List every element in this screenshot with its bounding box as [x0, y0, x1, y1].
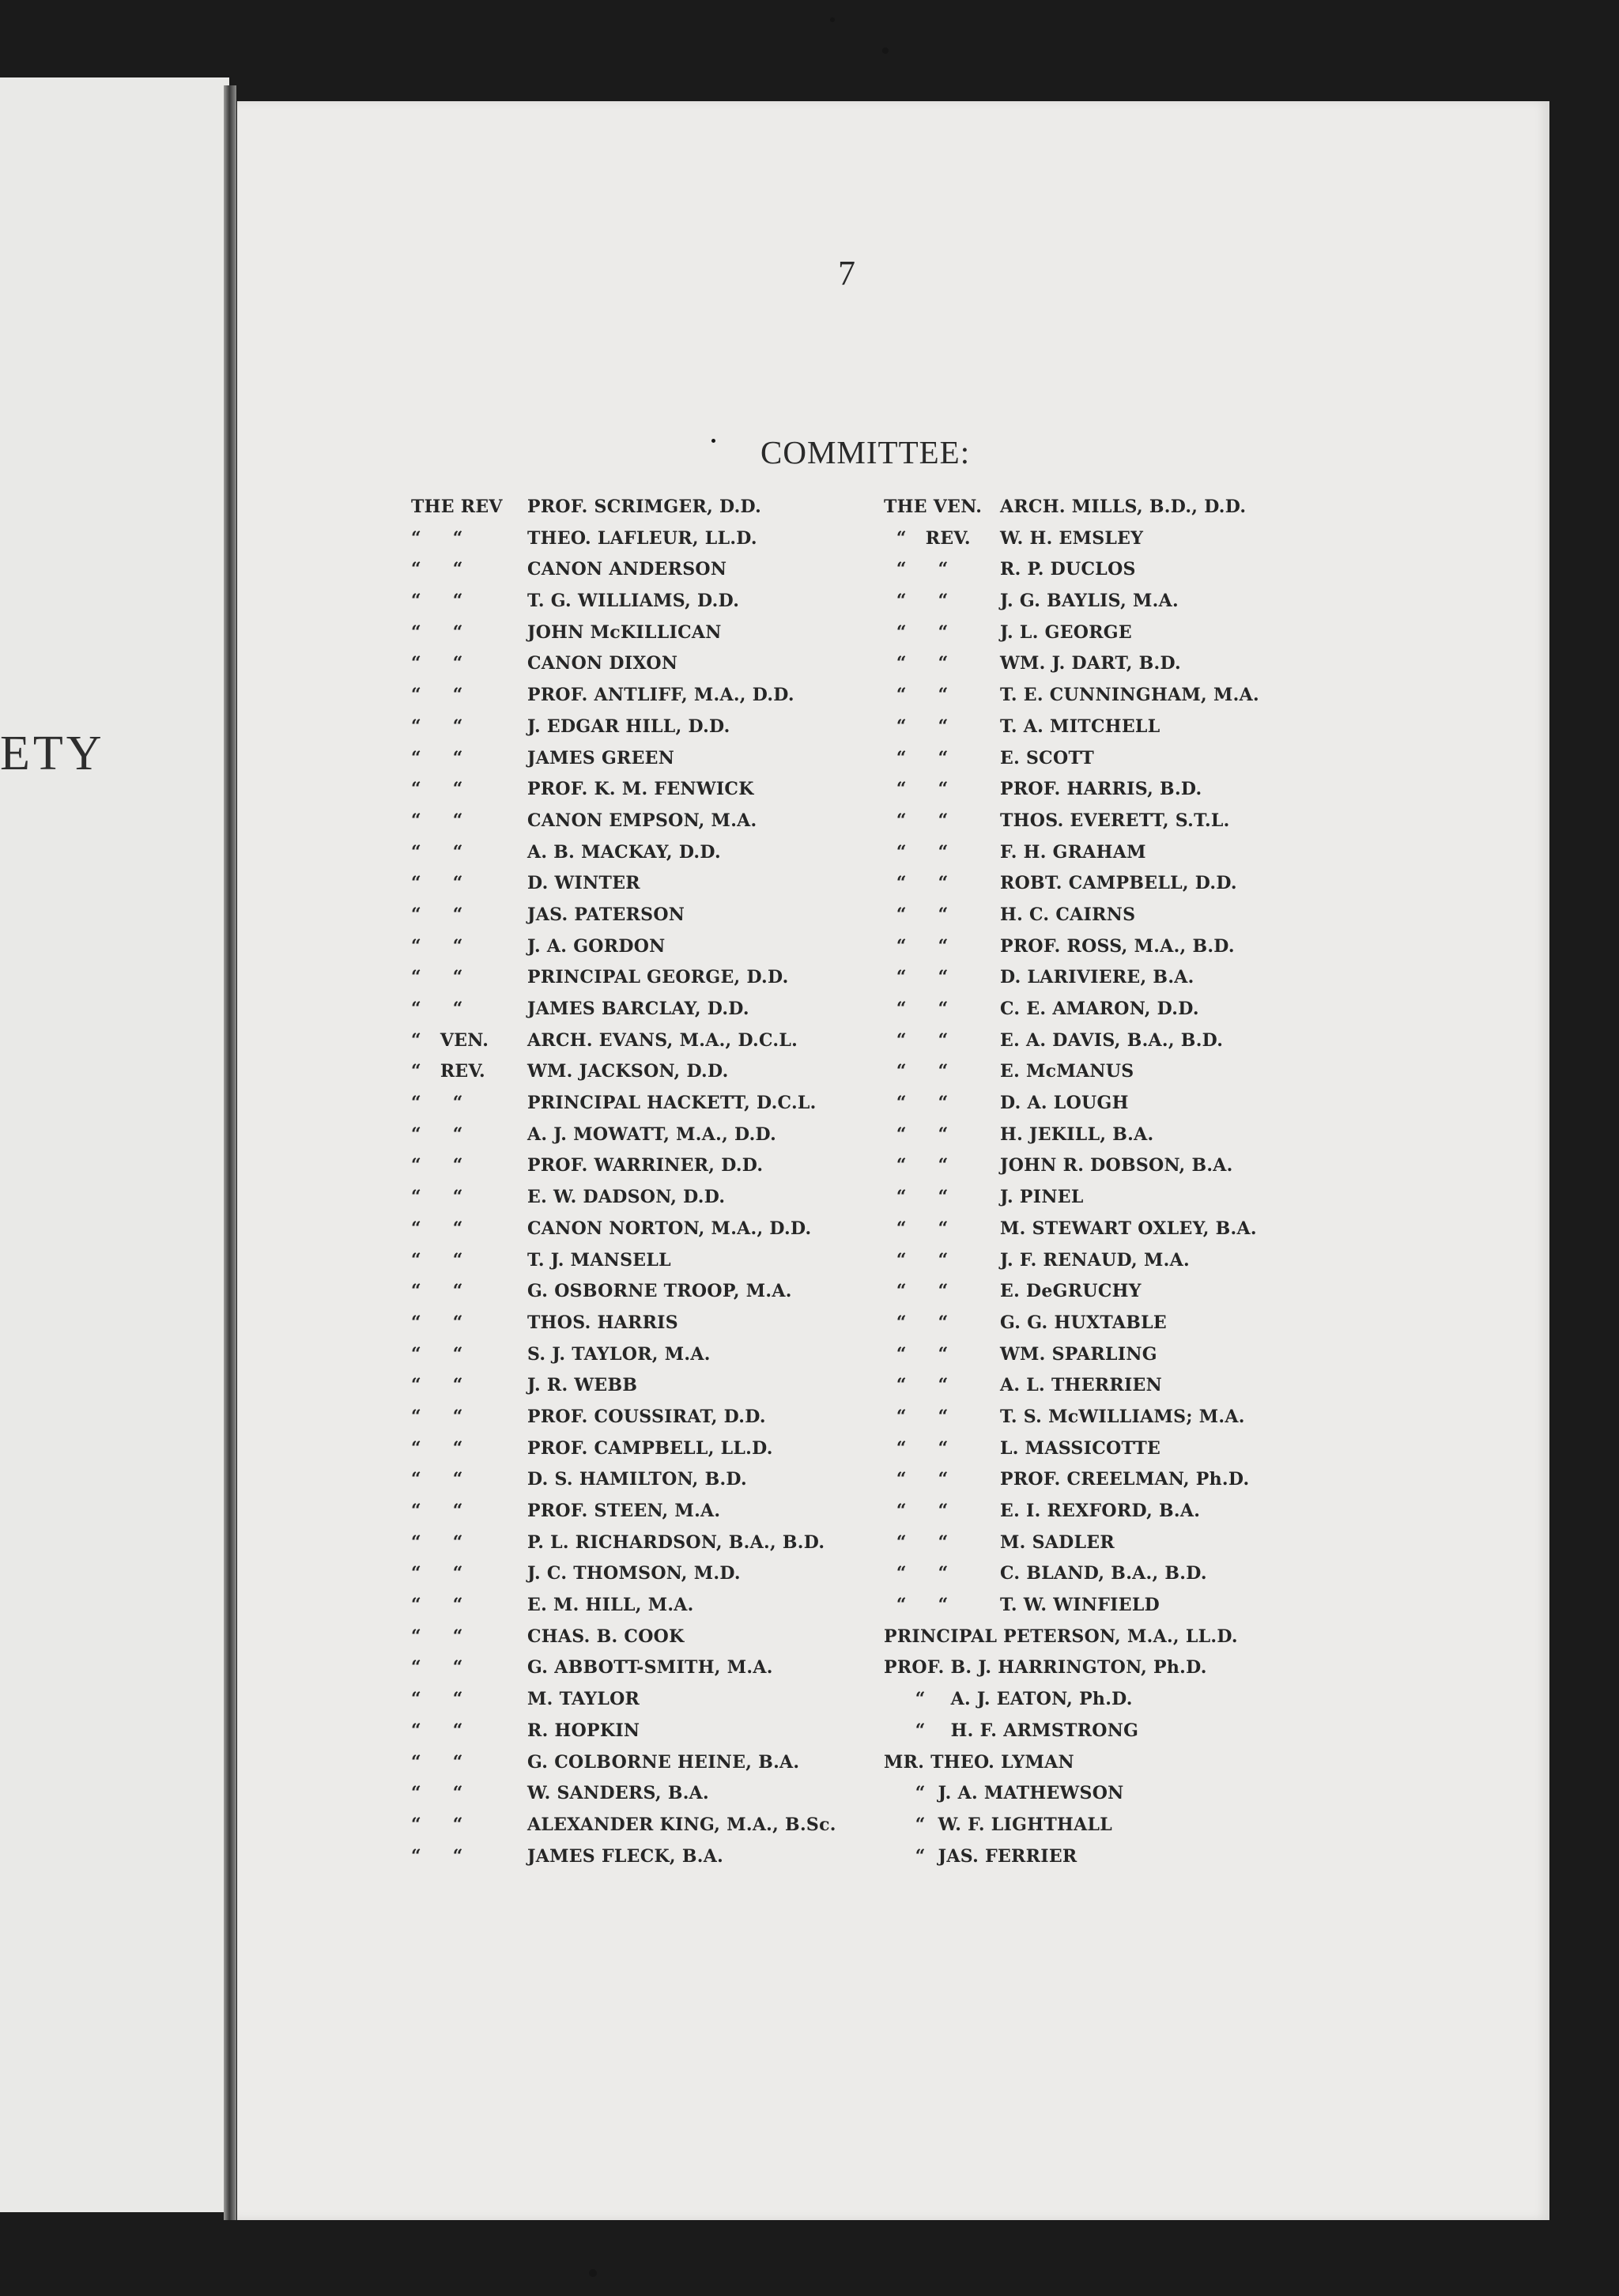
committee-member-row: [884, 1214, 1259, 1245]
member-name: ALEXANDER KING, M.A., B.Sc.: [527, 1814, 836, 1835]
member-title-prefix: “ “: [884, 559, 949, 580]
committee-member-row: [411, 1120, 836, 1151]
member-name: PROF. CREELMAN, Ph.D.: [1000, 1469, 1250, 1490]
member-title-prefix: “ “: [411, 999, 463, 1019]
committee-member-row: [884, 1056, 1259, 1088]
member-name: PROF. B. J. HARRINGTON, Ph.D.: [884, 1657, 1207, 1679]
member-name: PROF. SCRIMGER, D.D.: [527, 497, 762, 517]
member-title-prefix: “ VEN.: [411, 1029, 489, 1051]
committee-member-row: [411, 1590, 836, 1622]
committee-member-row: [411, 1088, 836, 1120]
member-name: T. S. McWILLIAMS; M.A.: [1000, 1406, 1245, 1427]
member-title-prefix: “ “: [884, 1093, 949, 1114]
committee-member-row: [411, 806, 836, 837]
member-title-prefix: THE VEN.: [884, 497, 983, 517]
committee-member-row: [411, 1214, 836, 1245]
member-name: CHAS. B. COOK: [527, 1626, 685, 1647]
committee-member-row: [411, 1182, 836, 1214]
member-title-prefix: “ “: [411, 621, 463, 643]
scan-speck: [589, 2269, 597, 2277]
member-name: “ A. J. EATON, Ph.D.: [884, 1689, 1133, 1710]
member-name: WM. JACKSON, D.D.: [527, 1061, 729, 1082]
member-title-prefix: “ “: [411, 935, 463, 957]
member-title-prefix: “ “: [411, 1657, 463, 1679]
member-name: CANON NORTON, M.A., D.D.: [527, 1218, 812, 1239]
member-title-prefix: “ “: [411, 1783, 463, 1804]
scan-speck: [882, 47, 889, 54]
member-name: J. PINEL: [1000, 1187, 1084, 1208]
committee-member-row: [411, 648, 836, 680]
committee-member-row: [884, 962, 1259, 994]
member-title-prefix: “ “: [884, 1029, 949, 1051]
member-name: E. SCOTT: [1000, 747, 1095, 768]
committee-member-row: [411, 1464, 836, 1496]
member-title-prefix: “ “: [884, 810, 949, 831]
member-title-prefix: “ “: [884, 621, 949, 643]
committee-member-row: [884, 868, 1259, 900]
committee-member-row: [411, 1841, 836, 1873]
member-title-prefix: “ “: [411, 904, 463, 925]
member-title-prefix: “ “: [411, 527, 463, 549]
committee-member-row: [884, 680, 1259, 712]
committee-member-row: [411, 1496, 836, 1528]
member-title-prefix: “ “: [884, 1343, 949, 1365]
member-title-prefix: “ “: [411, 685, 463, 706]
committee-member-row: [411, 994, 836, 1025]
member-name: PRINCIPAL GEORGE, D.D.: [527, 967, 789, 988]
committee-member-row: [411, 1528, 836, 1559]
committee-member-row: [884, 900, 1259, 931]
member-name: J. G. BAYLIS, M.A.: [1000, 591, 1179, 612]
member-name: E. W. DADSON, D.D.: [527, 1187, 726, 1208]
member-name: THEO. LAFLEUR, LL.D.: [527, 527, 757, 549]
member-title-prefix: “ “: [411, 1751, 463, 1773]
member-title-prefix: “ “: [884, 1187, 949, 1208]
committee-member-row: [411, 586, 836, 617]
member-title-prefix: “ “: [411, 1312, 463, 1333]
member-name: “ J. A. MATHEWSON: [884, 1783, 1124, 1804]
member-title-prefix: “ “: [884, 1437, 949, 1459]
member-name: A. B. MACKAY, D.D.: [527, 841, 721, 863]
member-title-prefix: “ “: [411, 1689, 463, 1710]
member-name: PROF. K. M. FENWICK: [527, 779, 754, 800]
committee-list-right: [884, 492, 1259, 1872]
member-name: S. J. TAYLOR, M.A.: [527, 1343, 711, 1365]
member-name: D. A. LOUGH: [1000, 1093, 1129, 1114]
member-name: G. ABBOTT-SMITH, M.A.: [527, 1657, 773, 1679]
member-name: T. J. MANSELL: [527, 1249, 671, 1271]
member-name: THOS. EVERETT, S.T.L.: [1000, 810, 1230, 831]
committee-member-row: [884, 1339, 1259, 1371]
member-title-prefix: “ “: [411, 1720, 463, 1741]
member-name: H. JEKILL, B.A.: [1000, 1123, 1154, 1145]
committee-member-row: [884, 1088, 1259, 1120]
member-name: A. L. THERRIEN: [1000, 1375, 1163, 1396]
member-name: CANON ANDERSON: [527, 559, 727, 580]
member-title-prefix: “ “: [411, 967, 463, 988]
committee-member-row: [411, 1747, 836, 1779]
member-title-prefix: “ “: [411, 1595, 463, 1616]
member-name: PRINCIPAL PETERSON, M.A., LL.D.: [884, 1626, 1238, 1647]
member-title-prefix: “ “: [411, 810, 463, 831]
committee-member-row: [884, 1528, 1259, 1559]
member-title-prefix: “ “: [884, 999, 949, 1019]
member-title-prefix: “ “: [884, 779, 949, 800]
book-gutter: [224, 85, 236, 2220]
member-name: “ JAS. FERRIER: [884, 1845, 1077, 1867]
committee-member-row: [411, 1433, 836, 1465]
committee-member-row: [884, 1841, 1259, 1873]
member-name: J. EDGAR HILL, D.D.: [527, 716, 730, 737]
page-number: 7: [838, 254, 855, 293]
committee-member-row: [884, 648, 1259, 680]
committee-member-row: [884, 1810, 1259, 1841]
committee-member-row: [884, 806, 1259, 837]
member-title-prefix: “ “: [884, 716, 949, 737]
member-title-prefix: “ “: [884, 1595, 949, 1616]
committee-member-row: [884, 837, 1259, 869]
member-title-prefix: “ “: [884, 1501, 949, 1521]
member-title-prefix: “ “: [411, 1218, 463, 1239]
committee-member-row: [411, 1778, 836, 1810]
committee-member-row: [884, 1747, 1259, 1779]
member-title-prefix: “ “: [411, 1281, 463, 1302]
committee-member-row: [884, 1245, 1259, 1277]
member-name: ROBT. CAMPBELL, D.D.: [1000, 873, 1237, 894]
committee-member-row: [411, 1370, 836, 1402]
member-title-prefix: “ “: [884, 935, 949, 957]
member-title-prefix: “ “: [884, 747, 949, 768]
member-name: J. R. WEBB: [527, 1375, 638, 1396]
scan-speck: [830, 17, 835, 22]
member-title-prefix: THE REV: [411, 497, 503, 517]
committee-member-row: [884, 1716, 1259, 1747]
committee-member-row: [884, 712, 1259, 743]
member-name: D. S. HAMILTON, B.D.: [527, 1469, 747, 1490]
member-name: C. E. AMARON, D.D.: [1000, 999, 1199, 1019]
member-title-prefix: “ “: [411, 716, 463, 737]
committee-member-row: [411, 1652, 836, 1684]
committee-list-left: [411, 492, 836, 1872]
member-name: CANON DIXON: [527, 653, 678, 674]
member-title-prefix: “ “: [411, 1187, 463, 1208]
committee-member-row: [411, 1245, 836, 1277]
member-name: PROF. ROSS, M.A., B.D.: [1000, 935, 1235, 957]
member-name: E. McMANUS: [1000, 1061, 1134, 1082]
member-name: JOHN McKILLICAN: [527, 621, 722, 643]
member-name: D. LARIVIERE, B.A.: [1000, 967, 1194, 988]
scan-speck: [711, 439, 715, 443]
member-title-prefix: “ “: [884, 591, 949, 612]
member-title-prefix: “ “: [884, 1406, 949, 1427]
facing-page-edge: [0, 77, 229, 2212]
member-title-prefix: “ “: [884, 1312, 949, 1333]
member-title-prefix: “ “: [411, 873, 463, 894]
committee-member-row: [884, 1558, 1259, 1590]
member-title-prefix: “ “: [884, 841, 949, 863]
member-name: P. L. RICHARDSON, B.A., B.D.: [527, 1531, 825, 1553]
member-title-prefix: “ “: [411, 1406, 463, 1427]
committee-member-row: [411, 1339, 836, 1371]
member-title-prefix: “ “: [411, 779, 463, 800]
member-title-prefix: “ “: [884, 1469, 949, 1490]
member-title-prefix: “ “: [884, 967, 949, 988]
member-name: T. A. MITCHELL: [1000, 716, 1160, 737]
member-title-prefix: “ “: [411, 1249, 463, 1271]
member-title-prefix: “ “: [411, 747, 463, 768]
member-name: ARCH. MILLS, B.D., D.D.: [1000, 497, 1247, 517]
member-name: ARCH. EVANS, M.A., D.C.L.: [527, 1029, 798, 1051]
member-name: W. SANDERS, B.A.: [527, 1783, 709, 1804]
member-name: T. G. WILLIAMS, D.D.: [527, 591, 740, 612]
member-name: G. G. HUXTABLE: [1000, 1312, 1167, 1333]
member-name: J. L. GEORGE: [1000, 621, 1132, 643]
committee-member-row: [411, 1308, 836, 1339]
member-title-prefix: “ “: [411, 841, 463, 863]
member-title-prefix: “ “: [411, 1469, 463, 1490]
member-name: D. WINTER: [527, 873, 640, 894]
committee-member-row: [884, 1150, 1259, 1182]
committee-member-row: [884, 1590, 1259, 1622]
committee-member-row: [884, 1496, 1259, 1528]
member-name: R. HOPKIN: [527, 1720, 640, 1741]
member-title-prefix: “ “: [411, 1501, 463, 1521]
member-name: WM. J. DART, B.D.: [1000, 653, 1182, 674]
member-name: L. MASSICOTTE: [1000, 1437, 1161, 1459]
member-name: WM. SPARLING: [1000, 1343, 1157, 1365]
member-name: “ W. F. LIGHTHALL: [884, 1814, 1112, 1835]
committee-member-row: [884, 617, 1259, 649]
member-title-prefix: “ “: [411, 1626, 463, 1647]
member-name: G. COLBORNE HEINE, B.A.: [527, 1751, 800, 1773]
committee-member-row: [411, 1622, 836, 1653]
committee-member-row: [884, 1182, 1259, 1214]
committee-member-row: [884, 1402, 1259, 1433]
member-title-prefix: “ “: [411, 653, 463, 674]
member-title-prefix: “ REV.: [884, 527, 971, 549]
committee-member-row: [411, 931, 836, 963]
committee-member-row: [411, 1150, 836, 1182]
committee-member-row: [411, 900, 836, 931]
member-name: PROF. WARRINER, D.D.: [527, 1155, 764, 1176]
member-title-prefix: “ “: [884, 1249, 949, 1271]
member-name: J. C. THOMSON, M.D.: [527, 1563, 741, 1584]
member-name: CANON EMPSON, M.A.: [527, 810, 757, 831]
member-name: W. H. EMSLEY: [1000, 527, 1144, 549]
committee-member-row: [411, 1025, 836, 1057]
committee-member-row: [411, 617, 836, 649]
member-title-prefix: “ “: [884, 1155, 949, 1176]
member-name: JOHN R. DOBSON, B.A.: [1000, 1155, 1233, 1176]
committee-member-row: [411, 774, 836, 806]
member-title-prefix: “ “: [411, 1375, 463, 1396]
member-name: R. P. DUCLOS: [1000, 559, 1136, 580]
member-name: MR. THEO. LYMAN: [884, 1751, 1074, 1773]
committee-member-row: [411, 554, 836, 586]
member-title-prefix: “ “: [411, 1563, 463, 1584]
member-name: C. BLAND, B.A., B.D.: [1000, 1563, 1207, 1584]
member-title-prefix: “ “: [411, 1343, 463, 1365]
committee-member-row: [884, 743, 1259, 775]
committee-member-row: [884, 1464, 1259, 1496]
member-title-prefix: “ “: [884, 653, 949, 674]
member-name: J. A. GORDON: [527, 935, 666, 957]
member-title-prefix: “ “: [884, 1218, 949, 1239]
member-name: M. SADLER: [1000, 1531, 1115, 1553]
member-name: JAMES GREEN: [527, 747, 675, 768]
member-title-prefix: “ “: [411, 559, 463, 580]
committee-member-row: [411, 837, 836, 869]
committee-member-row: [884, 1622, 1259, 1653]
member-name: G. OSBORNE TROOP, M.A.: [527, 1281, 792, 1302]
member-name: A. J. MOWATT, M.A., D.D.: [527, 1123, 777, 1145]
member-name: T. E. CUNNINGHAM, M.A.: [1000, 685, 1259, 706]
committee-member-row: [884, 1433, 1259, 1465]
committee-member-row: [884, 1025, 1259, 1057]
member-name: “ H. F. ARMSTRONG: [884, 1720, 1139, 1741]
section-heading: COMMITTEE:: [760, 434, 971, 470]
member-name: PROF. ANTLIFF, M.A., D.D.: [527, 685, 794, 706]
committee-member-row: [411, 523, 836, 555]
member-name: E. I. REXFORD, B.A.: [1000, 1501, 1201, 1521]
member-name: F. H. GRAHAM: [1000, 841, 1146, 863]
member-title-prefix: “ “: [411, 1814, 463, 1835]
member-title-prefix: “ “: [411, 1531, 463, 1553]
member-name: E. A. DAVIS, B.A., B.D.: [1000, 1029, 1224, 1051]
committee-member-row: [884, 523, 1259, 555]
member-name: THOS. HARRIS: [527, 1312, 678, 1333]
member-title-prefix: “ “: [411, 1155, 463, 1176]
member-name: M. STEWART OXLEY, B.A.: [1000, 1218, 1257, 1239]
committee-member-row: [884, 931, 1259, 963]
committee-member-row: [884, 1276, 1259, 1308]
member-name: JAMES BARCLAY, D.D.: [527, 999, 749, 1019]
member-title-prefix: “ “: [884, 1531, 949, 1553]
committee-member-row: [884, 774, 1259, 806]
member-name: M. TAYLOR: [527, 1689, 640, 1710]
committee-member-row: [411, 1056, 836, 1088]
member-title-prefix: “ “: [884, 1375, 949, 1396]
member-name: H. C. CAIRNS: [1000, 904, 1136, 925]
member-title-prefix: “ “: [884, 904, 949, 925]
member-name: J. F. RENAUD, M.A.: [1000, 1249, 1190, 1271]
committee-member-row: [884, 1684, 1259, 1716]
member-name: PRINCIPAL HACKETT, D.C.L.: [527, 1093, 817, 1114]
committee-member-row: [884, 554, 1259, 586]
committee-member-row: [411, 1558, 836, 1590]
member-name: PROF. STEEN, M.A.: [527, 1501, 721, 1521]
committee-member-row: [884, 1308, 1259, 1339]
committee-member-row: [884, 1652, 1259, 1684]
committee-member-row: [411, 1276, 836, 1308]
committee-member-row: [884, 586, 1259, 617]
member-name: JAMES FLECK, B.A.: [527, 1845, 724, 1867]
member-title-prefix: “ “: [411, 1845, 463, 1867]
member-title-prefix: “ “: [884, 873, 949, 894]
member-name: JAS. PATERSON: [527, 904, 685, 925]
committee-member-row: [884, 1120, 1259, 1151]
member-title-prefix: “ “: [884, 685, 949, 706]
member-title-prefix: “ “: [411, 1123, 463, 1145]
member-name: T. W. WINFIELD: [1000, 1595, 1160, 1616]
member-title-prefix: “ “: [884, 1061, 949, 1082]
member-name: E. M. HILL, M.A.: [527, 1595, 694, 1616]
committee-member-row: [411, 1684, 836, 1716]
member-title-prefix: “ “: [411, 1093, 463, 1114]
committee-member-row: [411, 868, 836, 900]
facing-page-text-fragment: ETY: [0, 727, 105, 780]
committee-member-row: [884, 492, 1259, 523]
member-title-prefix: “ “: [884, 1563, 949, 1584]
member-title-prefix: “ “: [411, 1437, 463, 1459]
member-name: PROF. CAMPBELL, LL.D.: [527, 1437, 773, 1459]
committee-member-row: [411, 1402, 836, 1433]
committee-member-row: [884, 1778, 1259, 1810]
committee-member-row: [411, 680, 836, 712]
committee-member-row: [411, 712, 836, 743]
member-name: E. DeGRUCHY: [1000, 1281, 1142, 1302]
committee-member-row: [411, 1716, 836, 1747]
committee-member-row: [411, 492, 836, 523]
committee-member-row: [411, 1810, 836, 1841]
member-name: PROF. HARRIS, B.D.: [1000, 779, 1202, 800]
committee-member-row: [411, 962, 836, 994]
committee-member-row: [884, 994, 1259, 1025]
member-title-prefix: “ “: [884, 1123, 949, 1145]
member-name: PROF. COUSSIRAT, D.D.: [527, 1406, 766, 1427]
member-title-prefix: “ “: [411, 591, 463, 612]
member-title-prefix: “ REV.: [411, 1061, 485, 1082]
member-title-prefix: “ “: [884, 1281, 949, 1302]
committee-member-row: [884, 1370, 1259, 1402]
committee-member-row: [411, 743, 836, 775]
